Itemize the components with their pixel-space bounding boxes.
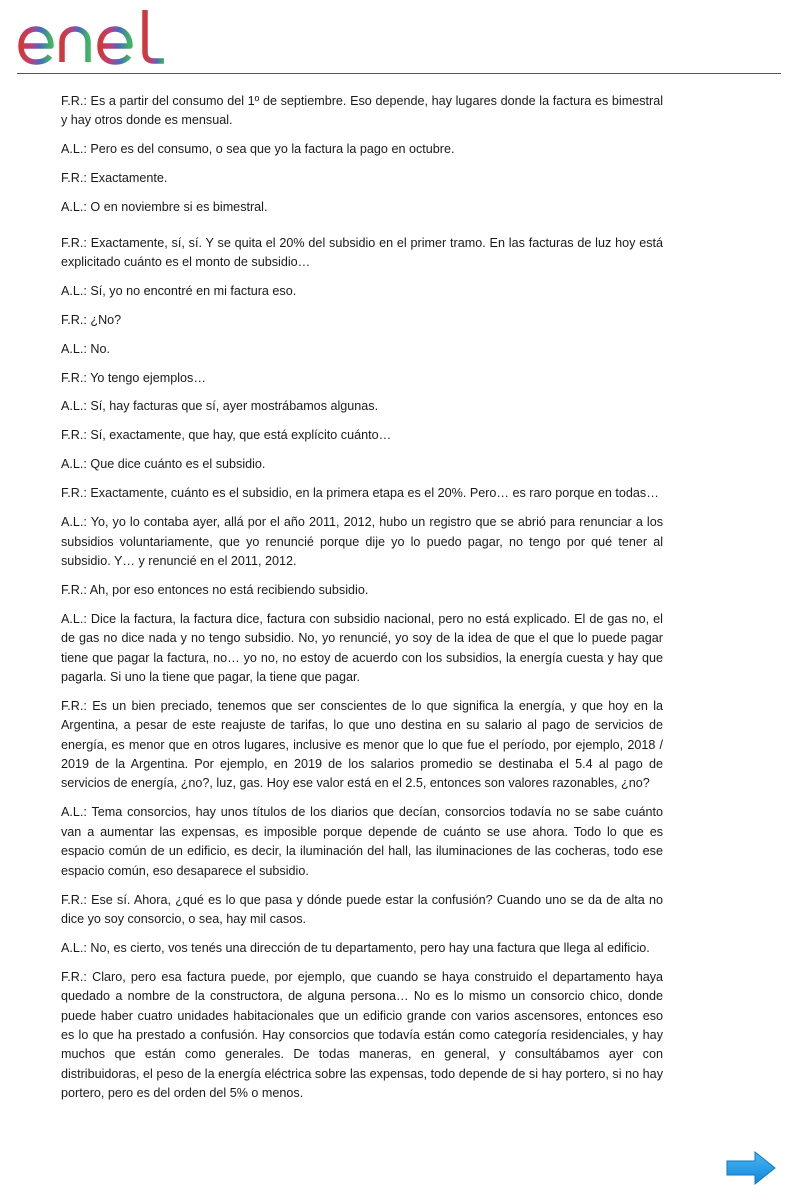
transcript-paragraph: F.R.: Sí, exactamente, que hay, que está explícito cuánto…: [61, 428, 392, 443]
transcript-paragraph: F.R.: Yo tengo ejemplos…: [61, 370, 206, 385]
transcript-paragraph: A.L.: O en noviembre si es bimestral.: [61, 200, 268, 215]
arrow-right-icon[interactable]: [725, 1150, 777, 1186]
transcript-paragraph: A.L.: Que dice cuánto es el subsidio.: [61, 457, 266, 472]
transcript-paragraph: A.L.: Dice la factura, la factura dice, factura con subsidio nacional, pero no está explicado. El de gas no, el de gas no dice nada y no tengo subsidio. No, yo renuncié, yo soy de la idea de que el que lo puede pagar tiene que pagar la factura, no… yo no, no estoy de acuerdo con los subsidios, la energía cuesta y hay que pagarla. Si uno la tiene que pagar, la tiene que pagar.: [61, 611, 663, 684]
transcript-paragraph: F.R.: Ese sí. Ahora, ¿qué es lo que pasa y dónde puede estar la confusión? Cuando uno se da de alta no dice yo soy consorcio, o sea, hay mil casos.: [61, 892, 663, 926]
transcript-paragraph: A.L.: Sí, yo no encontré en mi factura eso.: [61, 283, 297, 298]
transcript-paragraph: F.R.: Ah, por eso entonces no está recibiendo subsidio.: [61, 582, 369, 597]
transcript-paragraph: A.L.: Sí, hay facturas que sí, ayer mostrábamos algunas.: [61, 399, 379, 414]
header-divider: [17, 73, 781, 74]
transcript-paragraph: F.R.: ¿No?: [61, 312, 122, 327]
transcript-paragraph: F.R.: Exactamente, cuánto es el subsidio, en la primera etapa es el 20%. Pero… es raro porque en todas…: [61, 486, 659, 501]
transcript-paragraph: A.L.: Yo, yo lo contaba ayer, allá por el año 2011, 2012, hubo un registro que se abrió para renunciar a los subsidios voluntariamente, que yo renuncié porque dije yo lo puedo pagar, no tengo por qué tener al subsidio. Y… y renuncié en el 2011, 2012.: [61, 515, 663, 568]
transcript-paragraph: F.R.: Exactamente.: [61, 171, 168, 186]
transcript-paragraph: A.L.: Pero es del consumo, o sea que yo la factura la pago en octubre.: [61, 142, 455, 157]
transcript-paragraph: A.L.: Tema consorcios, hay unos títulos de los diarios que decían, consorcios todavía no se sabe cuánto van a aumentar las expensas, es imposible porque depende de cuánto se use ahora. Todo lo que es espacio común de un edificio, es decir, la iluminación del hall, las iluminaciones de las cocheras, todo ese espacio común, eso desaparece el subsidio.: [61, 805, 663, 878]
transcript-paragraph: F.R.: Exactamente, sí, sí. Y se quita el 20% del subsidio en el primer tramo. En las facturas de luz hoy está explicitado cuánto es el monto de subsidio…: [61, 235, 663, 269]
transcript-paragraph: A.L.: No, es cierto, vos tenés una dirección de tu departamento, pero hay una factura que llega al edificio.: [61, 940, 650, 955]
transcript-paragraph: F.R.: Claro, pero esa factura puede, por ejemplo, que cuando se haya construido el departamento haya quedado a nombre de la constructora, de alguna persona… No es lo mismo un consorcio chico, donde puede haber cuatro unidades habitacionales que un edificio grande con varios ascensores, entonces eso es lo que ha prestado a confusión. Hay consorcios que todavía están como categoría residenciales, y hay muchos que están como generales. De todas maneras, en general, y consultábamos ayer con distribuidoras, el peso de la energía eléctrica sobre las expensas, todo depende de si hay portero, si no hay portero, pero es del orden del 5% o menos.: [61, 969, 663, 1101]
transcript-paragraph: F.R.: Es a partir del consumo del 1º de septiembre. Eso depende, hay lugares donde la factura es bimestral y hay otros donde es mensual.: [61, 94, 663, 128]
transcript-body: [61, 92, 663, 1113]
transcript-paragraph: A.L.: No.: [61, 341, 110, 356]
enel-logo: [18, 6, 168, 68]
transcript-paragraph: F.R.: Es un bien preciado, tenemos que ser conscientes de lo que significa la energía, y que hoy en la Argentina, a pesar de este reajuste de tarifas, lo que uno destina en su salario al pago de servicios de energía, es menor que en otros lugares, inclusive es menor que lo que fue el período, por ejemplo, 2018 / 2019 de la Argentina. Por ejemplo, en 2019 de los salarios promedio se destinaba el 5.4 al pago de servicios de energía, ¿no?, luz, gas. Hoy ese valor está en el 2.5, entonces son valores razonables, ¿no?: [61, 698, 663, 791]
